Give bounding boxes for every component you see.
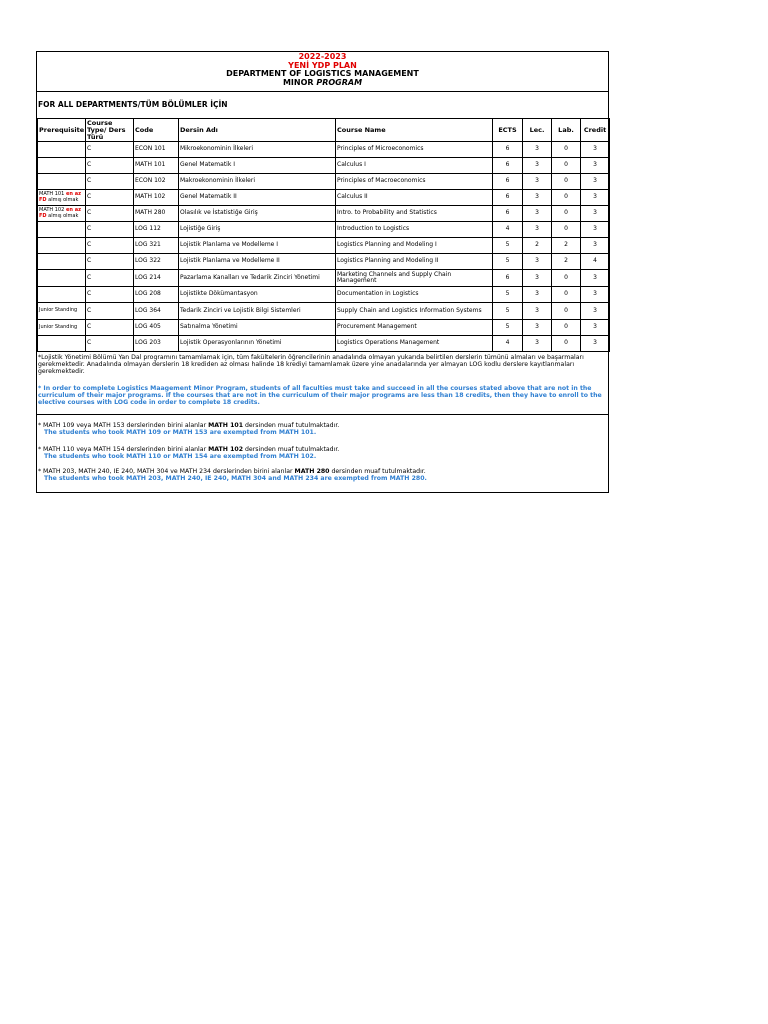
table-row <box>38 158 610 174</box>
cell-code: MATH 280 <box>134 206 179 222</box>
cell-lab: 0 <box>552 142 581 158</box>
cell-lec: 3 <box>523 190 552 206</box>
table-row <box>38 206 610 222</box>
academic-year: 2022-2023 <box>298 52 347 61</box>
cell-ects: 4 <box>493 222 523 238</box>
cell-credit: 4 <box>581 254 610 270</box>
table-row <box>38 320 610 336</box>
cell-prerequisite <box>38 238 86 254</box>
col-course-type: Course Type/ Ders Türü <box>86 119 134 142</box>
cell-prerequisite <box>38 158 86 174</box>
cell-tr-name: Makroekonominin İlkeleri <box>179 174 336 190</box>
cell-en-name: Supply Chain and Logistics Information Systems <box>336 303 493 320</box>
cell-course-type: C <box>86 303 134 320</box>
cell-lab: 2 <box>552 238 581 254</box>
cell-course-type: C <box>86 206 134 222</box>
col-en-name: Course Name <box>336 119 493 142</box>
cell-tr-name: Lojistik Operasyonlarının Yönetimi <box>179 336 336 352</box>
cell-en-name: Intro. to Probability and Statistics <box>336 206 493 222</box>
cell-ects: 6 <box>493 158 523 174</box>
cell-code: LOG 214 <box>134 270 179 287</box>
cell-lec: 3 <box>523 206 552 222</box>
cell-lec: 3 <box>523 174 552 190</box>
cell-course-type: C <box>86 238 134 254</box>
cell-lec: 3 <box>523 320 552 336</box>
cell-code: LOG 364 <box>134 303 179 320</box>
cell-code: LOG 405 <box>134 320 179 336</box>
cell-lab: 0 <box>552 158 581 174</box>
cell-ects: 5 <box>493 254 523 270</box>
cell-ects: 5 <box>493 238 523 254</box>
cell-credit: 3 <box>581 190 610 206</box>
cell-credit: 3 <box>581 158 610 174</box>
cell-lab: 0 <box>552 222 581 238</box>
minor-title: MINOR PROGRAM <box>282 77 363 87</box>
cell-en-name: Logistics Planning and Modeling II <box>336 254 493 270</box>
cell-en-name: Principles of Macroeconomics <box>336 174 493 190</box>
cell-course-type: C <box>86 254 134 270</box>
cell-prerequisite <box>38 174 86 190</box>
cell-tr-name: Lojistiğe Giriş <box>179 222 336 238</box>
table-header-row <box>38 119 610 142</box>
cell-tr-name: Lojistik Planlama ve Modelleme II <box>179 254 336 270</box>
cell-code: LOG 322 <box>134 254 179 270</box>
cell-course-type: C <box>86 287 134 303</box>
course-table <box>37 118 610 352</box>
cell-lab: 0 <box>552 287 581 303</box>
cell-prerequisite: Junior Standing <box>38 320 86 336</box>
note-tr: *Lojistik Yönetimi Bölümü Yan Dal programını tamamlamak için, tüm fakültelerin öğrencilerinin anadalında olmayan yukarıda belirtilen derslerin tümünü almaları ve başarmaları gerekmektedir. Anadalında olmayan derslerin 18 krediden az olması halinde 18 krediyi tamamlamak üzere yine anadalarında yer almayan LOG kodlu derslere kayıtlanmaları gerekmektedir. <box>38 354 584 376</box>
cell-lec: 3 <box>523 270 552 287</box>
cell-prerequisite <box>38 287 86 303</box>
cell-credit: 3 <box>581 303 610 320</box>
cell-ects: 6 <box>493 174 523 190</box>
cell-ects: 6 <box>493 190 523 206</box>
cell-credit: 3 <box>581 336 610 352</box>
section-title: FOR ALL DEPARTMENTS/TÜM BÖLÜMLER İÇİN <box>38 100 228 109</box>
cell-lab: 0 <box>552 206 581 222</box>
cell-lec: 3 <box>523 254 552 270</box>
table-row <box>38 287 610 303</box>
cell-lec: 3 <box>523 142 552 158</box>
cell-course-type: C <box>86 158 134 174</box>
cell-course-type: C <box>86 174 134 190</box>
table-row <box>38 336 610 352</box>
plan-title: YENİ YDP PLAN <box>288 60 357 70</box>
table-row <box>38 190 610 206</box>
cell-en-name: Marketing Channels and Supply Chain Management <box>336 270 493 287</box>
cell-course-type: C <box>86 142 134 158</box>
cell-credit: 3 <box>581 206 610 222</box>
cell-course-type: C <box>86 190 134 206</box>
col-prerequisite: Prerequisite <box>38 119 86 142</box>
cell-ects: 6 <box>493 142 523 158</box>
cell-prerequisite <box>38 142 86 158</box>
cell-code: ECON 101 <box>134 142 179 158</box>
cell-lab: 0 <box>552 174 581 190</box>
table-row <box>38 222 610 238</box>
cell-lec: 3 <box>523 303 552 320</box>
cell-credit: 3 <box>581 222 610 238</box>
cell-lab: 0 <box>552 303 581 320</box>
cell-en-name: Introduction to Logistics <box>336 222 493 238</box>
cell-tr-name: Lojistik Planlama ve Modelleme I <box>179 238 336 254</box>
cell-lec: 3 <box>523 158 552 174</box>
cell-credit: 3 <box>581 270 610 287</box>
cell-lab: 2 <box>552 254 581 270</box>
cell-lab: 0 <box>552 270 581 287</box>
cell-lab: 0 <box>552 190 581 206</box>
cell-ects: 4 <box>493 336 523 352</box>
notes-divider <box>37 414 608 415</box>
header-block <box>37 53 608 87</box>
cell-credit: 3 <box>581 238 610 254</box>
cell-lab: 0 <box>552 320 581 336</box>
note-en: * In order to complete Logistics Maagement Minor Program, students of all faculties must take and succeed in all the courses stated above that are not in the curriculum of their major programs. If the courses that are not in the curriculum of their major programs are less than 18 credits, then they have to enroll to the elective courses with LOG code in order to complete 18 credits. <box>38 385 602 407</box>
cell-lec: 3 <box>523 287 552 303</box>
cell-lab: 0 <box>552 336 581 352</box>
minor-program-sheet <box>36 51 609 493</box>
cell-credit: 3 <box>581 142 610 158</box>
cell-prerequisite <box>38 254 86 270</box>
cell-ects: 6 <box>493 270 523 287</box>
table-row <box>38 142 610 158</box>
cell-lec: 3 <box>523 336 552 352</box>
table-row <box>38 174 610 190</box>
cell-ects: 5 <box>493 303 523 320</box>
cell-en-name: Principles of Microeconomics <box>336 142 493 158</box>
table-row <box>38 303 610 320</box>
cell-en-name: Logistics Operations Management <box>336 336 493 352</box>
cell-course-type: C <box>86 336 134 352</box>
cell-code: MATH 101 <box>134 158 179 174</box>
exemption-3: * MATH 203, MATH 240, IE 240, MATH 304 ve MATH 234 derslerinden birini alanlar MATH 280 dersinden muaf tutulmaktadır. The students who took MATH 203, MATH 240, IE 240, MATH 304 and MATH 234 are exempted from MATH 280. <box>38 468 427 483</box>
cell-tr-name: Genel Matematik II <box>179 190 336 206</box>
cell-code: MATH 102 <box>134 190 179 206</box>
cell-ects: 5 <box>493 320 523 336</box>
cell-prerequisite <box>38 270 86 287</box>
cell-en-name: Documentation in Logistics <box>336 287 493 303</box>
table-row <box>38 270 610 287</box>
cell-course-type: C <box>86 270 134 287</box>
cell-prerequisite: Junior Standing <box>38 303 86 320</box>
col-tr-name: Dersin Adı <box>179 119 336 142</box>
cell-credit: 3 <box>581 174 610 190</box>
cell-course-type: C <box>86 222 134 238</box>
cell-tr-name: Lojistikte Dökümantasyon <box>179 287 336 303</box>
cell-lec: 2 <box>523 238 552 254</box>
cell-tr-name: Genel Matematik I <box>179 158 336 174</box>
cell-tr-name: Pazarlama Kanalları ve Tedarik Zinciri Yönetimi <box>179 270 336 287</box>
cell-code: LOG 112 <box>134 222 179 238</box>
cell-en-name: Calculus II <box>336 190 493 206</box>
cell-lec: 3 <box>523 222 552 238</box>
col-ects: ECTS <box>493 119 523 142</box>
table-row <box>38 238 610 254</box>
col-code: Code <box>134 119 179 142</box>
cell-credit: 3 <box>581 287 610 303</box>
cell-code: LOG 208 <box>134 287 179 303</box>
col-lab: Lab. <box>552 119 581 142</box>
cell-en-name: Logistics Planning and Modeling I <box>336 238 493 254</box>
cell-ects: 5 <box>493 287 523 303</box>
col-credit: Credit <box>581 119 610 142</box>
cell-tr-name: Tedarik Zinciri ve Lojistik Bilgi Sistemleri <box>179 303 336 320</box>
table-row <box>38 254 610 270</box>
cell-prerequisite <box>38 222 86 238</box>
department-title: DEPARTMENT OF LOGISTICS MANAGEMENT <box>226 69 419 78</box>
cell-tr-name: Olasılık ve İstatistiğe Giriş <box>179 206 336 222</box>
cell-en-name: Procurement Management <box>336 320 493 336</box>
cell-code: LOG 321 <box>134 238 179 254</box>
cell-credit: 3 <box>581 320 610 336</box>
cell-ects: 6 <box>493 206 523 222</box>
cell-course-type: C <box>86 320 134 336</box>
exemption-1: * MATH 109 veya MATH 153 derslerinden birini alanlar MATH 101 dersinden muaf tutulmaktadır. The students who took MATH 109 or MATH 153 are exempted from MATH 101. <box>38 422 340 437</box>
cell-prerequisite <box>38 336 86 352</box>
cell-code: LOG 203 <box>134 336 179 352</box>
header-divider <box>37 91 608 92</box>
cell-tr-name: Satınalma Yönetimi <box>179 320 336 336</box>
col-lec: Lec. <box>523 119 552 142</box>
cell-code: ECON 102 <box>134 174 179 190</box>
cell-en-name: Calculus I <box>336 158 493 174</box>
cell-prerequisite: MATH 102 en az FD almış olmak <box>38 206 86 222</box>
exemption-2: * MATH 110 veya MATH 154 derslerinden birini alanlar MATH 102 dersinden muaf tutulmaktadır. The students who took MATH 110 or MATH 154 are exempted from MATH 102. <box>38 446 340 461</box>
cell-prerequisite: MATH 101 en az FD almış olmak <box>38 190 86 206</box>
cell-tr-name: Mikroekonominin İlkeleri <box>179 142 336 158</box>
